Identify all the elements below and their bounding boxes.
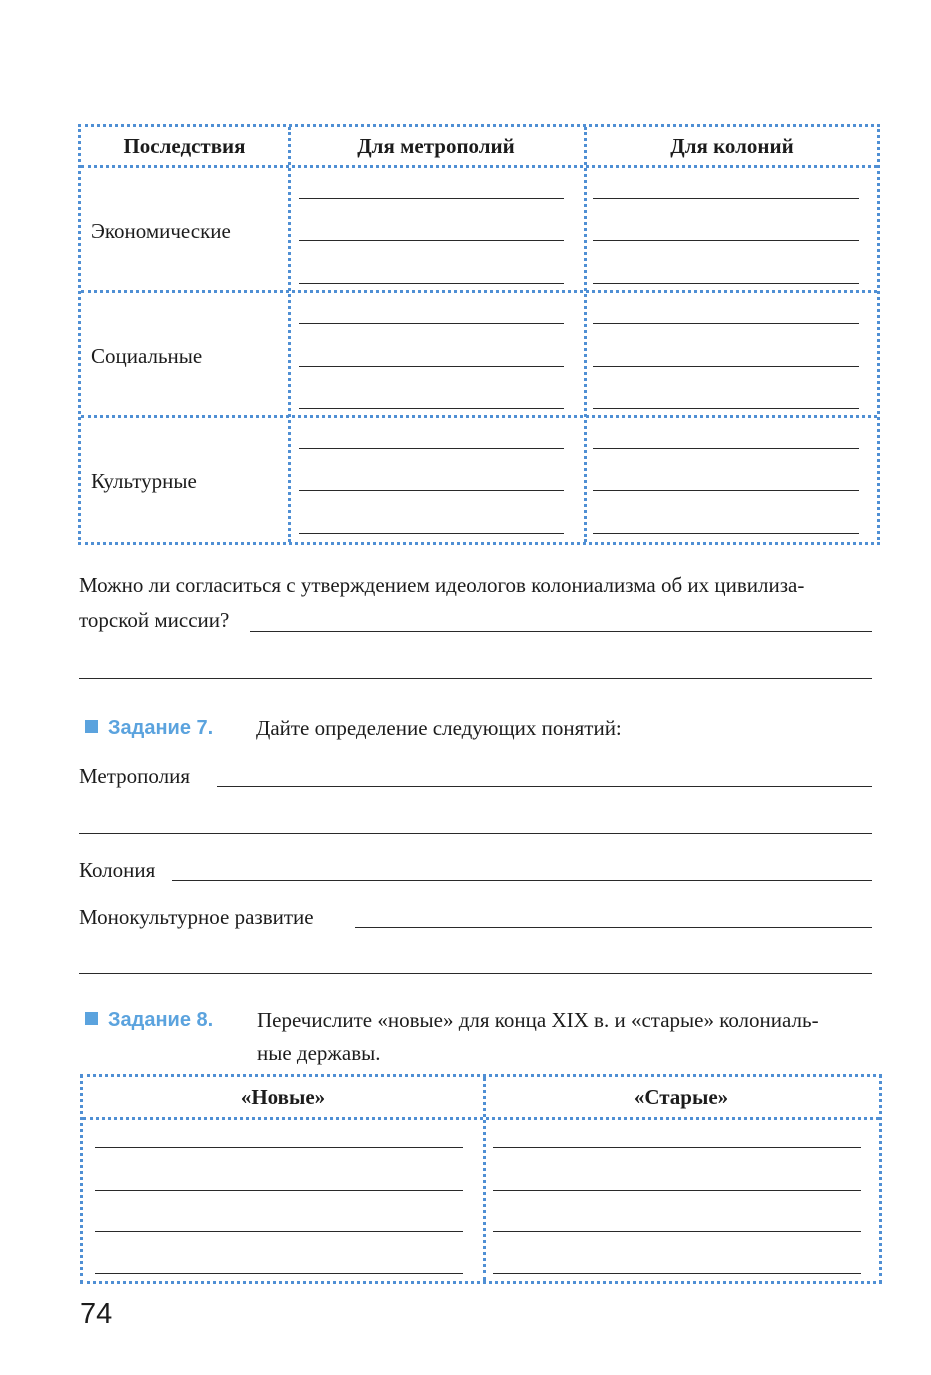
task-8-instruction-line2: ные державы.	[257, 1041, 381, 1065]
answer-line[interactable]	[299, 198, 564, 199]
answer-line[interactable]	[299, 283, 564, 284]
task-8-heading: Задание 8.	[85, 1009, 213, 1032]
task-7-heading: Задание 7.	[85, 717, 213, 740]
consequences-table	[78, 124, 880, 545]
table-header-old: «Старые»	[633, 1085, 729, 1109]
column-divider	[483, 1077, 486, 1281]
table-header-consequences: Последствия	[123, 134, 246, 158]
answer-line[interactable]	[299, 533, 564, 534]
row-label-economic: Экономические	[91, 219, 231, 243]
answer-line[interactable]	[250, 631, 872, 632]
row-label-social: Социальные	[91, 344, 203, 368]
answer-line[interactable]	[299, 408, 564, 409]
answer-line[interactable]	[493, 1273, 861, 1274]
row-divider	[81, 415, 877, 418]
answer-line[interactable]	[493, 1231, 861, 1232]
answer-line[interactable]	[493, 1190, 861, 1191]
task-marker-icon	[85, 1012, 98, 1025]
answer-line[interactable]	[593, 240, 859, 241]
answer-line[interactable]	[593, 198, 859, 199]
term-monoculture: Монокультурное развитие	[79, 905, 314, 929]
task-8-instruction-line1: Перечислите «новые» для конца XIX в. и «старые» колониаль-	[257, 1008, 819, 1032]
column-divider	[288, 127, 291, 542]
term-colony: Колония	[79, 858, 156, 882]
row-divider	[83, 1117, 879, 1120]
row-divider	[81, 290, 877, 293]
answer-line[interactable]	[79, 678, 872, 679]
answer-line[interactable]	[172, 880, 872, 881]
answer-line[interactable]	[593, 408, 859, 409]
answer-line[interactable]	[95, 1231, 463, 1232]
row-label-cultural: Культурные	[91, 469, 197, 493]
answer-line[interactable]	[593, 448, 859, 449]
task-7-instruction: Дайте определение следующих понятий:	[256, 716, 622, 740]
question-text-line1: Можно ли согласиться с утверждением идеологов колониализма об их цивилиза-	[79, 573, 805, 597]
powers-table	[80, 1074, 882, 1284]
answer-line[interactable]	[299, 240, 564, 241]
table-header-new: «Новые»	[240, 1085, 326, 1109]
answer-line[interactable]	[493, 1147, 861, 1148]
answer-line[interactable]	[299, 448, 564, 449]
answer-line[interactable]	[593, 366, 859, 367]
column-divider	[584, 127, 587, 542]
row-divider	[81, 165, 877, 168]
term-metropolia: Метрополия	[79, 764, 190, 788]
page-number: 74	[80, 1298, 113, 1330]
answer-line[interactable]	[593, 533, 859, 534]
answer-line[interactable]	[95, 1190, 463, 1191]
answer-line[interactable]	[79, 973, 872, 974]
answer-line[interactable]	[593, 283, 859, 284]
answer-line[interactable]	[95, 1147, 463, 1148]
question-text-line2: торской миссии?	[79, 608, 230, 632]
answer-line[interactable]	[593, 490, 859, 491]
answer-line[interactable]	[95, 1273, 463, 1274]
answer-line[interactable]	[299, 366, 564, 367]
answer-line[interactable]	[79, 833, 872, 834]
answer-line[interactable]	[299, 323, 564, 324]
task-marker-icon	[85, 720, 98, 733]
table-header-metropolies: Для метрополий	[357, 134, 515, 158]
answer-line[interactable]	[355, 927, 872, 928]
table-header-colonies: Для колоний	[670, 134, 794, 158]
answer-line[interactable]	[593, 323, 859, 324]
answer-line[interactable]	[217, 786, 872, 787]
answer-line[interactable]	[299, 490, 564, 491]
